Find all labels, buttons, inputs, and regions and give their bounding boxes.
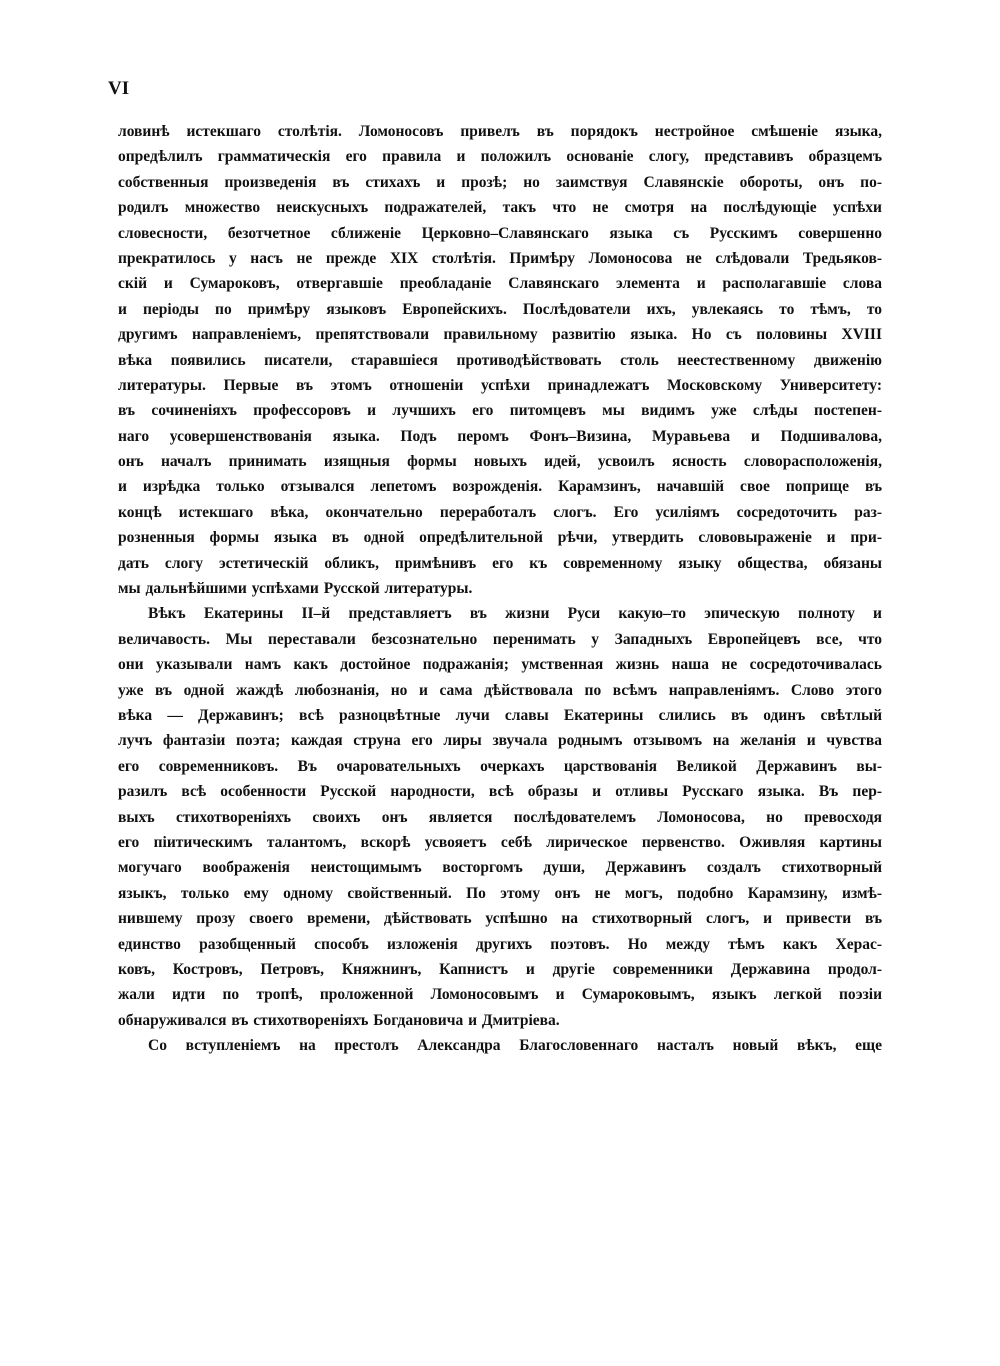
paragraph: [118, 119, 882, 601]
text-line: словесности, безотчетное сближеніе Церковно–Славянскаго языка съ Русскимъ совершенно: [118, 224, 882, 242]
text-line: литературы. Первые въ этомъ отношеніи успѣхи принадлежатъ Московскому Университету:: [118, 376, 882, 394]
text-line: они указывали намъ какъ достойное подражанія; умственная жизнь наша не сосредоточивалась: [118, 656, 882, 674]
text-line: его современниковъ. Въ очаровательныхъ очеркахъ царствованія Великой Державинъ вы-: [118, 757, 882, 775]
text-line: ковъ, Костровъ, Петровъ, Княжнинъ, Капнистъ и другіе современники Державина продол-: [118, 960, 882, 978]
text-line: уже въ одной жаждѣ любознанія, но и сама дѣйствовала по всѣмъ направленіямъ. Слово этого: [118, 681, 882, 699]
text-line: языкъ, только ему одному свойственный. По этому онъ не могъ, подобно Карамзину, измѣ-: [118, 884, 882, 902]
paragraph: [118, 1033, 882, 1058]
text-line: вѣка — Державинъ; всѣ разноцвѣтные лучи славы Екатерины слились въ одинъ свѣтлый: [118, 706, 882, 724]
text-line: концѣ истекшаго вѣка, окончательно переработалъ слогъ. Его усиліямъ сосредоточить раз-: [118, 503, 882, 521]
text-line: собственныя произведенія въ стихахъ и прозѣ; но заимствуя Славянскіе обороты, онъ по-: [118, 173, 882, 191]
text-line: могучаго воображенія неистощимымъ восторгомъ души, Державинъ создалъ стихотворный: [118, 859, 882, 877]
text-line: прекратилось у насъ не прежде XIX столѣтія. Примѣру Ломоносова не слѣдовали Тредьяков-: [118, 249, 882, 267]
text-line: и изрѣдка только отзывался лепетомъ возрожденія. Карамзинъ, начавшій свое поприще въ: [118, 478, 882, 496]
text-line: ловинѣ истекшаго столѣтія. Ломоносовъ привелъ въ порядокъ нестройное смѣшеніе языка,: [118, 123, 882, 140]
text-line: величавость. Мы переставали безсознательно перенимать у Западныхъ Европейцевъ все, что: [118, 630, 882, 648]
text-line: его піитическимъ талантомъ, вскорѣ усвояетъ себѣ лирическое первенство. Оживляя картины: [118, 833, 882, 851]
text-line: единство разобщенный способъ изложенія другихъ поэтовъ. Но между тѣмъ какъ Херас-: [118, 935, 882, 953]
text-line: обнаруживался въ стихотвореніяхъ Богдановича и Дмитріева.: [118, 1011, 560, 1029]
text-line: и періоды по примѣру языковъ Европейскихъ. Послѣдователи ихъ, увлекаясь то тѣмъ, то: [118, 300, 882, 318]
page-body-text: [118, 119, 882, 1058]
text-line: скій и Сумароковъ, отвергавшіе преобладаніе Славянскаго элемента и располагавшіе слова: [118, 275, 882, 293]
text-line: дать слогу эстетическій обликъ, примѣнивъ его къ современному языку общества, обязаны: [118, 554, 882, 572]
text-line: наго усовершенствованія языка. Подъ перомъ Фонъ–Визина, Муравьева и Подшивалова,: [118, 427, 882, 445]
text-line: мы дальнѣйшими успѣхами Русской литературы.: [118, 580, 473, 598]
page-number: VI: [108, 78, 130, 99]
text-line: нившему прозу своего времени, дѣйствовать успѣшно на стихотворный слогъ, и привести въ: [118, 910, 882, 928]
text-line: выхъ стихотвореніяхъ своихъ онъ является послѣдователемъ Ломоносова, но превосходя: [118, 808, 882, 826]
text-line: Со вступленіемъ на престолъ Александра Благословеннаго насталъ новый вѣкъ, еще: [148, 1037, 882, 1055]
text-line: опредѣлилъ грамматическія его правила и положилъ основаніе слогу, представивъ образцемъ: [118, 148, 882, 166]
text-line: разилъ всѣ особенности Русской народности, всѣ образы и отливы Русскаго языка. Въ пер-: [118, 783, 882, 801]
text-line: лучъ фантазіи поэта; каждая струна его лиры звучала роднымъ отзывомъ на желанія и чувства: [118, 732, 882, 750]
text-line: въ сочиненіяхъ профессоровъ и лучшихъ его питомцевъ мы видимъ уже слѣды постепен-: [118, 402, 882, 420]
text-line: родилъ множество неискусныхъ подражателей, такъ что не смотря на послѣдующіе успѣхи: [118, 199, 882, 217]
text-line: онъ началъ принимать изящныя формы новыхъ идей, усвоилъ ясность словорасположенія,: [118, 453, 882, 471]
paragraph: [118, 601, 882, 1033]
text-line: Вѣкъ Екатерины II–й представляетъ въ жизни Руси какую–то эпическую полноту и: [148, 605, 882, 623]
text-line: жали идти по тропѣ, проложенной Ломоносовымъ и Сумароковымъ, языкъ легкой поэзіи: [118, 986, 882, 1004]
text-line: розненныя формы языка въ одной опредѣлительной рѣчи, утвердить слововыраженіе и при-: [118, 529, 882, 547]
text-line: другимъ направленіемъ, препятствовали правильному развитію языка. Но съ половины XVIII: [118, 326, 882, 344]
text-line: вѣка появились писатели, старавшіеся противодѣйствовать столь неестественному движенію: [118, 351, 882, 369]
